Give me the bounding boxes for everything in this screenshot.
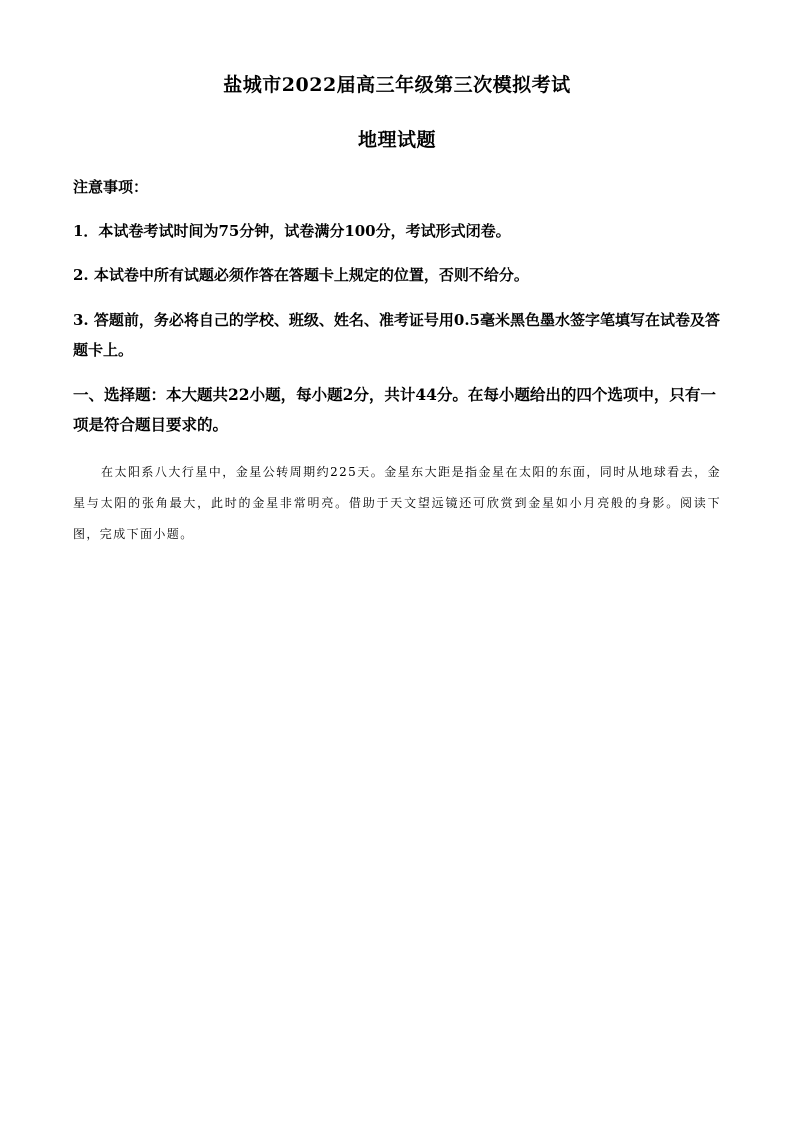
notice-item-2: 2. 本试卷中所有试题必须作答在答题卡上规定的位置，否则不给分。: [73, 266, 529, 284]
notice-item-1: 1．本试卷考试时间为75分钟，试卷满分100分，考试形式闭卷。: [73, 222, 511, 240]
section-one-heading: 一、选择题：本大题共22小题，每小题2分，共计44分。在每小题给出的四个选项中，只有一项是符合题目要求的。: [73, 385, 716, 434]
exam-subtitle: 地理试题: [357, 129, 436, 151]
notice-heading: 注意事项：: [73, 178, 149, 196]
exam-title: 盐城市2022届高三年级第三次模拟考试: [223, 74, 571, 96]
reading-passage: 在太阳系八大行星中，金星公转周期约225天。金星东大距是指金星在太阳的东面，同时从地球看去，金星与太阳的张角最大，此时的金星非常明亮。借助于天文望远镜还可欣赏到金星如小月亮般的身影。阅读下图，完成下面小题。: [73, 465, 721, 541]
notice-item-3: 3. 答题前，务必将自己的学校、班级、姓名、准考证号用0.5毫米黑色墨水签字笔填写在试卷及答题卡上。: [73, 311, 720, 359]
